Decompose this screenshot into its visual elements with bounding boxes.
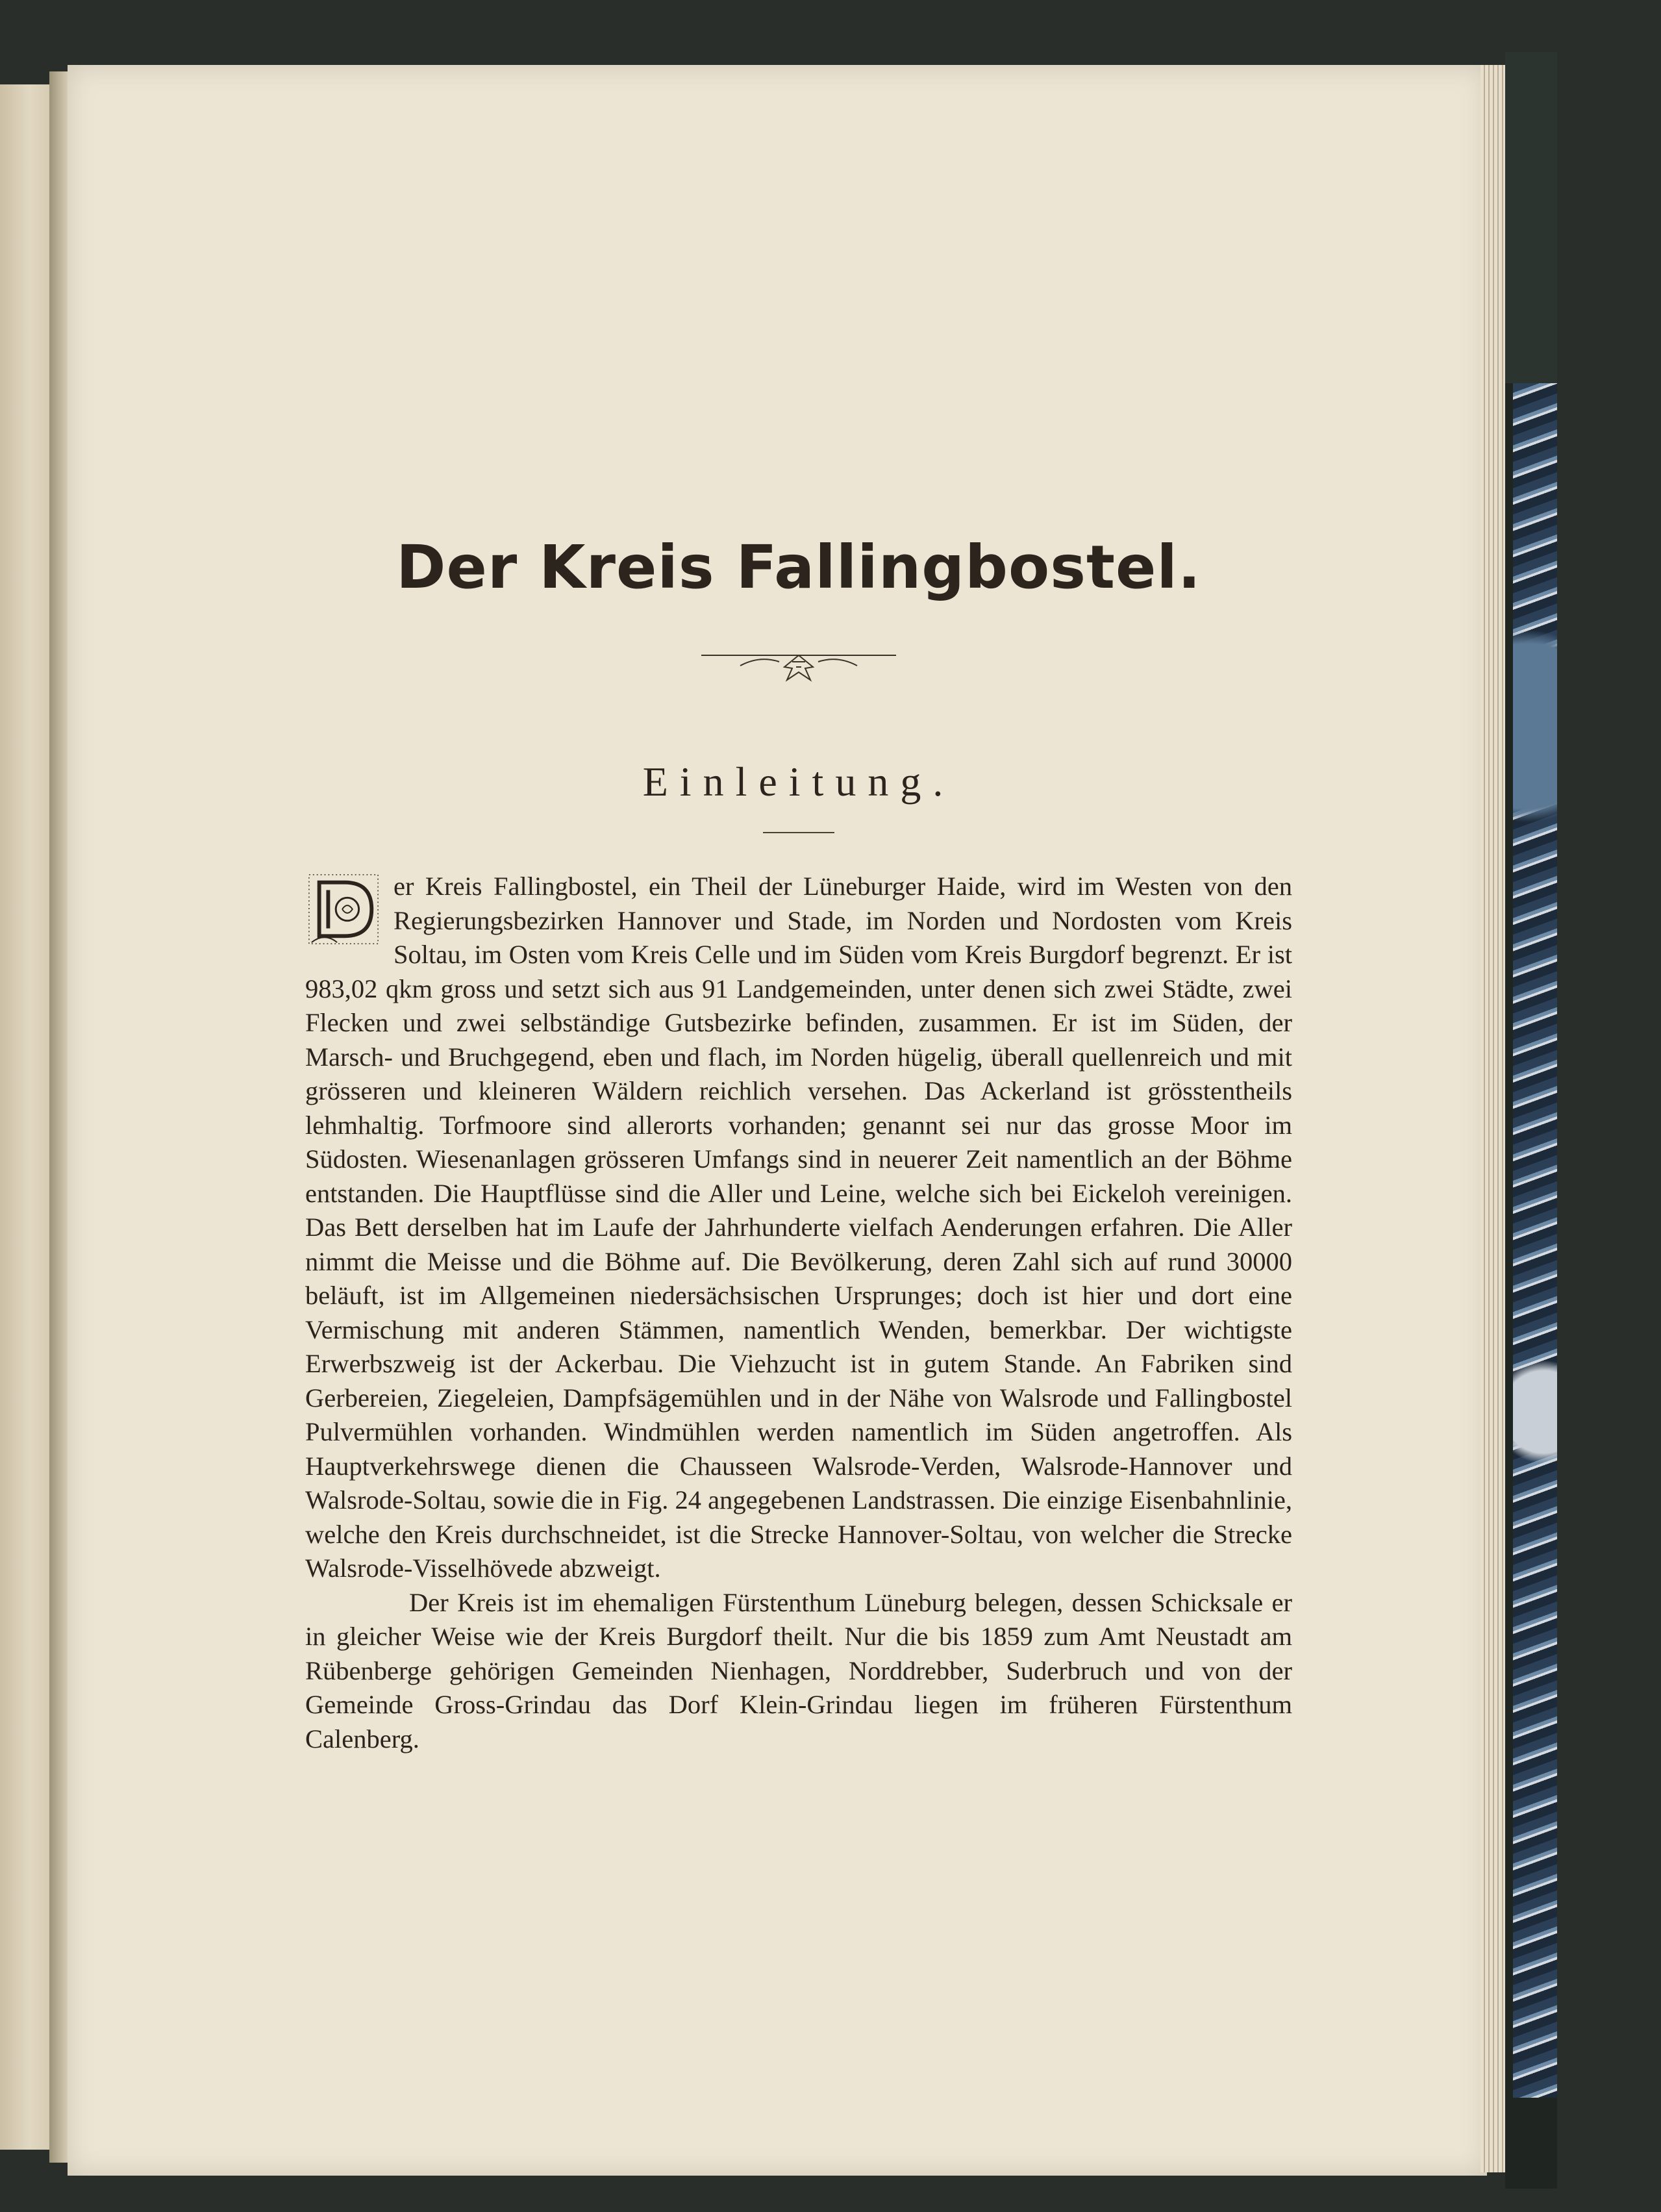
- page-title: Der Kreis Fallingbostel.: [396, 533, 1201, 602]
- paragraph-1-text: er Kreis Fallingbostel, ein Theil der Lüneburger Haide, wird im Westen von den Regierungsbezirken Hannover und Stade, im Norden und Nordosten vom Kreis Soltau, im Osten vom Kreis Celle und im Süden vom Kreis Burgdorf begrenzt. Er ist 983,02 qkm gross und setzt sich aus 91 Landgemeinden, unter denen sich zwei Städte, zwei Flecken und zwei selbständige Gutsbezirke befinden, zusammen. Er ist im Süden, der Marsch- und Bruchgegend, eben und flach, im Norden hügelig, überall quellenreich und mit grösseren und kleineren Wäldern reichlich versehen. Das Ackerland ist grösstentheils lehmhaltig. Torfmoore sind allerorts vorhanden; genannt sei nur das grosse Moor im Südosten. Wiesenanlagen grösseren Umfangs sind in neuerer Zeit namentlich an der Böhme entstanden. Die Hauptflüsse sind die Aller und Leine, welche sich bei Eickeloh vereinigen. Das Bett derselben hat im Laufe der Jahrhunderte vielfach Aenderungen erfahren. Die Aller nimmt die Meisse und die Böhme auf. Die Bevölkerung, deren Zahl sich auf rund 30000 beläuft, ist im Allgemeinen niedersächsischen Ursprunges; doch ist hier und dort eine Vermischung mit anderen Stämmen, namentlich Wenden, bemerkbar. Der wichtigste Erwerbszweig ist der Ackerbau. Die Viehzucht ist in gutem Stande. An Fabriken sind Gerbereien, Ziegeleien, Dampfsägemühlen und in der Nähe von Walsrode und Fallingbostel Pulvermühlen vorhanden. Windmühlen werden namentlich im Süden angetroffen. Als Hauptverkehrswege dienen die Chausseen Walsrode-Verden, Walsrode-Hannover und Walsrode-Soltau, sowie die in Fig. 24 angegebenen Landstrassen. Die einzige Eisenbahnlinie, welche den Kreis durchschneidet, ist die Strecke Hannover-Soltau, von welcher die Strecke Walsrode-Visselhövede abzweigt.: [305, 872, 1292, 1583]
- paragraph-2: Der Kreis ist im ehemaligen Fürstenthum Lüneburg belegen, dessen Schicksale er in gleicher Weise wie der Kreis Burgdorf theilt. Nur die bis 1859 zum Amt Neustadt am Rübenberge gehörigen Gemeinden Nienhagen, Norddrebber, Suderbruch und von der Gemeinde Gross-Grindau das Dorf Klein-Grindau liegen im früheren Fürstenthum Calenberg.: [305, 1587, 1292, 1753]
- book-gutter: [49, 71, 69, 2163]
- heading-rule: [763, 832, 834, 833]
- marbled-endpaper: [1513, 383, 1557, 2098]
- page-edges: [1480, 65, 1506, 2172]
- page-content: [305, 533, 1292, 1756]
- cover-cloth: [1505, 52, 1557, 383]
- ornament-divider-icon: [701, 647, 896, 686]
- decorative-initial-d: [305, 871, 382, 948]
- section-heading: Einleitung.: [642, 759, 955, 805]
- body-text: [305, 870, 1292, 1756]
- paragraph-1: [305, 870, 1292, 1586]
- left-page-edge: [0, 84, 51, 2150]
